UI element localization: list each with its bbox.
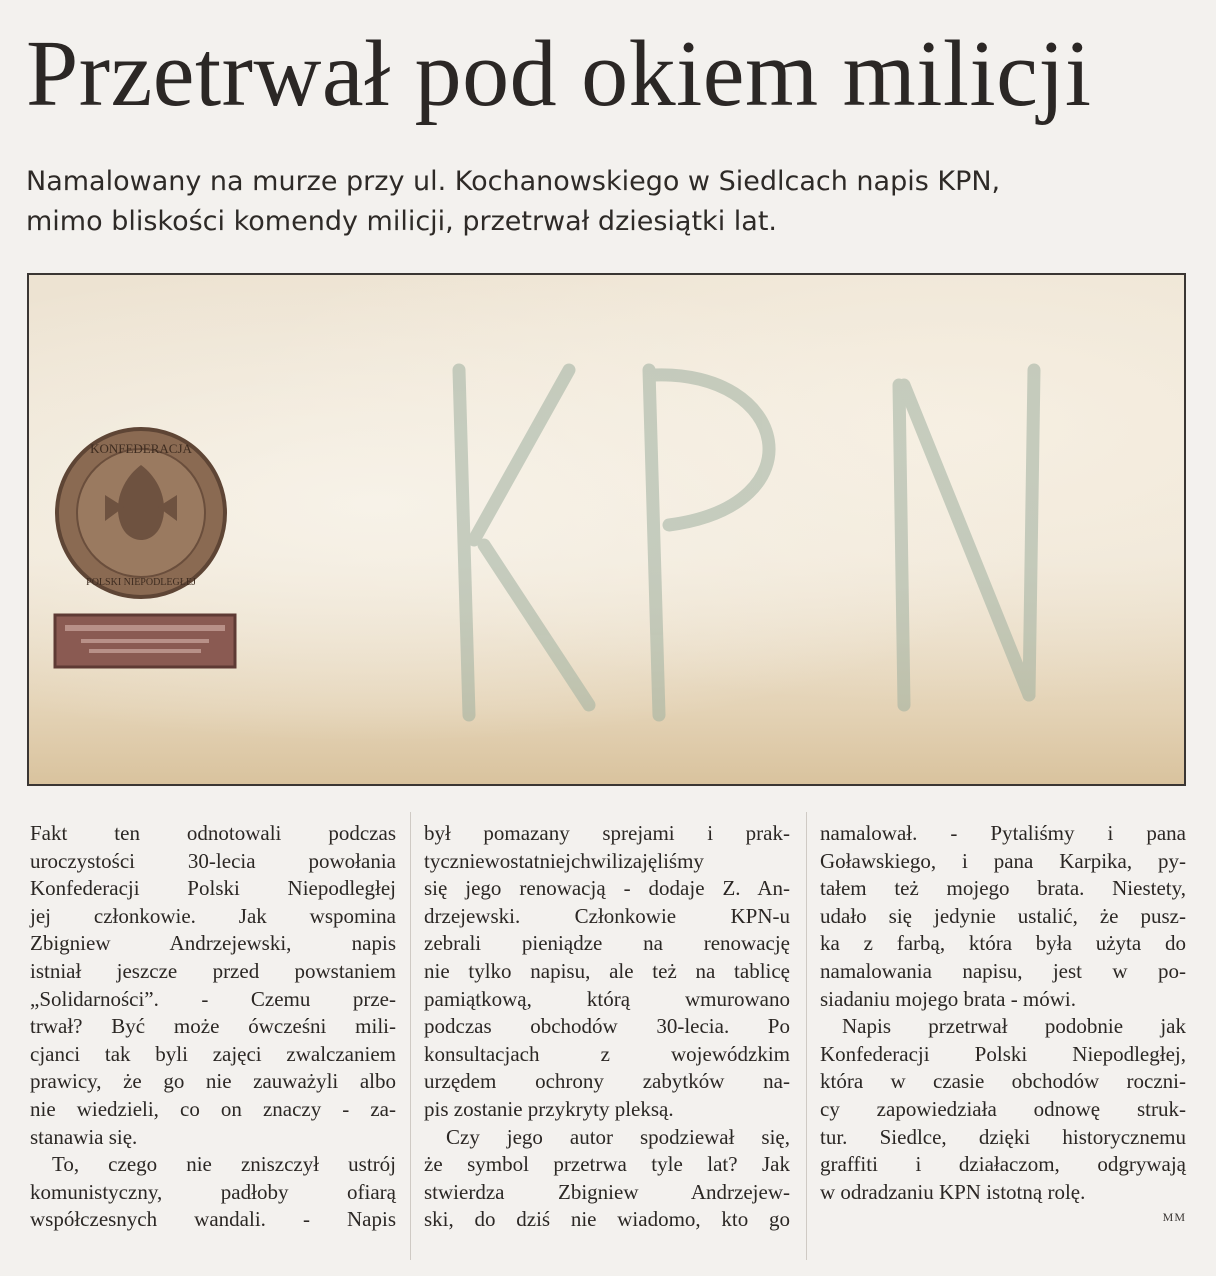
graffiti-n-diag	[904, 385, 1029, 695]
text-line: jej członkowie. Jak wspomina	[30, 903, 396, 928]
text-line: stwierdza Zbigniew Andrzejew-	[424, 1179, 790, 1204]
text-line: udało się jedynie ustalić, że pusz-	[820, 903, 1186, 928]
text-line: istniał jeszcze przed powstaniem	[30, 958, 396, 983]
text-line: konsultacjach z wojewódzkim	[424, 1041, 790, 1066]
text-line: w odradzaniu KPN istotną rolę.	[820, 1179, 1086, 1204]
text-line: uroczystości 30-lecia powołania	[30, 848, 396, 873]
text-line: która w czasie obchodów roczni-	[820, 1069, 1186, 1094]
medal-icon	[57, 429, 225, 597]
column-rule	[806, 812, 807, 1260]
text-line: Fakt ten odnotowali podczas	[30, 821, 396, 845]
headline: Przetrwał pod okiem milicji	[26, 22, 1092, 126]
svg-text:POLSKI NIEPODLEGŁEJ: POLSKI NIEPODLEGŁEJ	[86, 577, 196, 588]
text-line: Goławskiego, i pana Karpika, py-	[820, 848, 1186, 873]
column-3	[820, 820, 1186, 1206]
graffiti-n-left	[899, 385, 904, 705]
text-line: „Solidarności”. - Czemu prze-	[30, 986, 396, 1011]
plaque	[55, 615, 235, 667]
text-line: ka z farbą, która była użyta do	[820, 931, 1186, 956]
photo-illustration	[29, 275, 1184, 784]
text-line: To, czego nie zniszczył ustrój	[52, 1152, 396, 1177]
svg-text:KONFEDERACJA: KONFEDERACJA	[90, 441, 192, 456]
text-line: trwał? Być może ówcześni mili-	[30, 1014, 396, 1039]
text-line: nie tylko napisu, ale też na tablicę	[424, 958, 790, 983]
graffiti-p-stem	[649, 370, 659, 715]
text-line: cy zapowiedziała odnowę struk-	[820, 1096, 1186, 1121]
text-line: Zbigniew Andrzejewski, napis	[30, 931, 396, 956]
text-line: tyczniewostatniejchwilizajęliśmy	[424, 848, 704, 873]
graffiti-k-leg	[484, 545, 589, 705]
article-photo	[27, 273, 1186, 786]
lead-line-2: mimo bliskości komendy milicji, przetrwał dziesiątki lat.	[26, 206, 777, 237]
text-line: współczesnych wandali. - Napis	[30, 1207, 396, 1232]
text-line: tur. Siedlce, dzięki historycznemu	[820, 1124, 1186, 1149]
text-line: że symbol przetrwa tyle lat? Jak	[424, 1152, 790, 1177]
text-line: graffiti i działaczom, odgrywają	[820, 1152, 1186, 1177]
text-line: urzędem ochrony zabytków na-	[424, 1069, 790, 1094]
author-signature: MM	[1162, 1210, 1186, 1224]
graffiti-k-stem	[459, 370, 469, 715]
text-line: prawicy, że go nie zauważyli albo	[30, 1069, 396, 1094]
text-line: pamiątkową, którą wmurowano	[424, 986, 790, 1011]
column-1	[30, 820, 396, 1234]
lead-line-1: Namalowany na murze przy ul. Kochanowskiego w Siedlcach napis KPN,	[26, 166, 1001, 197]
text-line: podczas obchodów 30-lecia. Po	[424, 1014, 790, 1039]
text-line: komunistyczny, padłoby ofiarą	[30, 1179, 396, 1204]
text-line: namalował. - Pytaliśmy i pana	[820, 821, 1186, 845]
text-line: Konfederacji Polski Niepodległej,	[820, 1041, 1186, 1066]
text-line: pis zostanie przykryty pleksą.	[424, 1096, 674, 1121]
graffiti-n-right	[1029, 370, 1034, 695]
text-line: tałem też mojego brata. Niestety,	[820, 876, 1186, 901]
lead-paragraph	[26, 162, 1196, 242]
text-line: Czy jego autor spodziewał się,	[446, 1124, 790, 1149]
text-line: stanawia się.	[30, 1124, 138, 1149]
column-rule	[410, 812, 411, 1260]
text-line: się jego renowacją - dodaje Z. An-	[424, 876, 790, 901]
text-line: Konfederacji Polski Niepodległej	[30, 876, 396, 901]
text-line: Napis przetrwał podobnie jak	[842, 1014, 1186, 1039]
column-2	[424, 820, 790, 1234]
text-line: namalowania napisu, jest w po-	[820, 958, 1186, 983]
text-line: nie wiedzieli, co on znaczy - za-	[30, 1096, 396, 1121]
text-line: był pomazany sprejami i prak-	[424, 821, 790, 845]
text-line: cjanci tak byli zajęci zwalczaniem	[30, 1041, 396, 1066]
kpn-graffiti	[459, 370, 1034, 715]
graffiti-k-arm	[474, 370, 569, 540]
graffiti-p-bowl	[654, 375, 769, 525]
text-line: drzejewski. Członkowie KPN-u	[424, 903, 790, 928]
text-line: ski, do dziś nie wiadomo, kto go	[424, 1207, 790, 1232]
text-line: siadaniu mojego brata - mówi.	[820, 986, 1077, 1011]
text-line: zebrali pieniądze na renowację	[424, 931, 790, 956]
